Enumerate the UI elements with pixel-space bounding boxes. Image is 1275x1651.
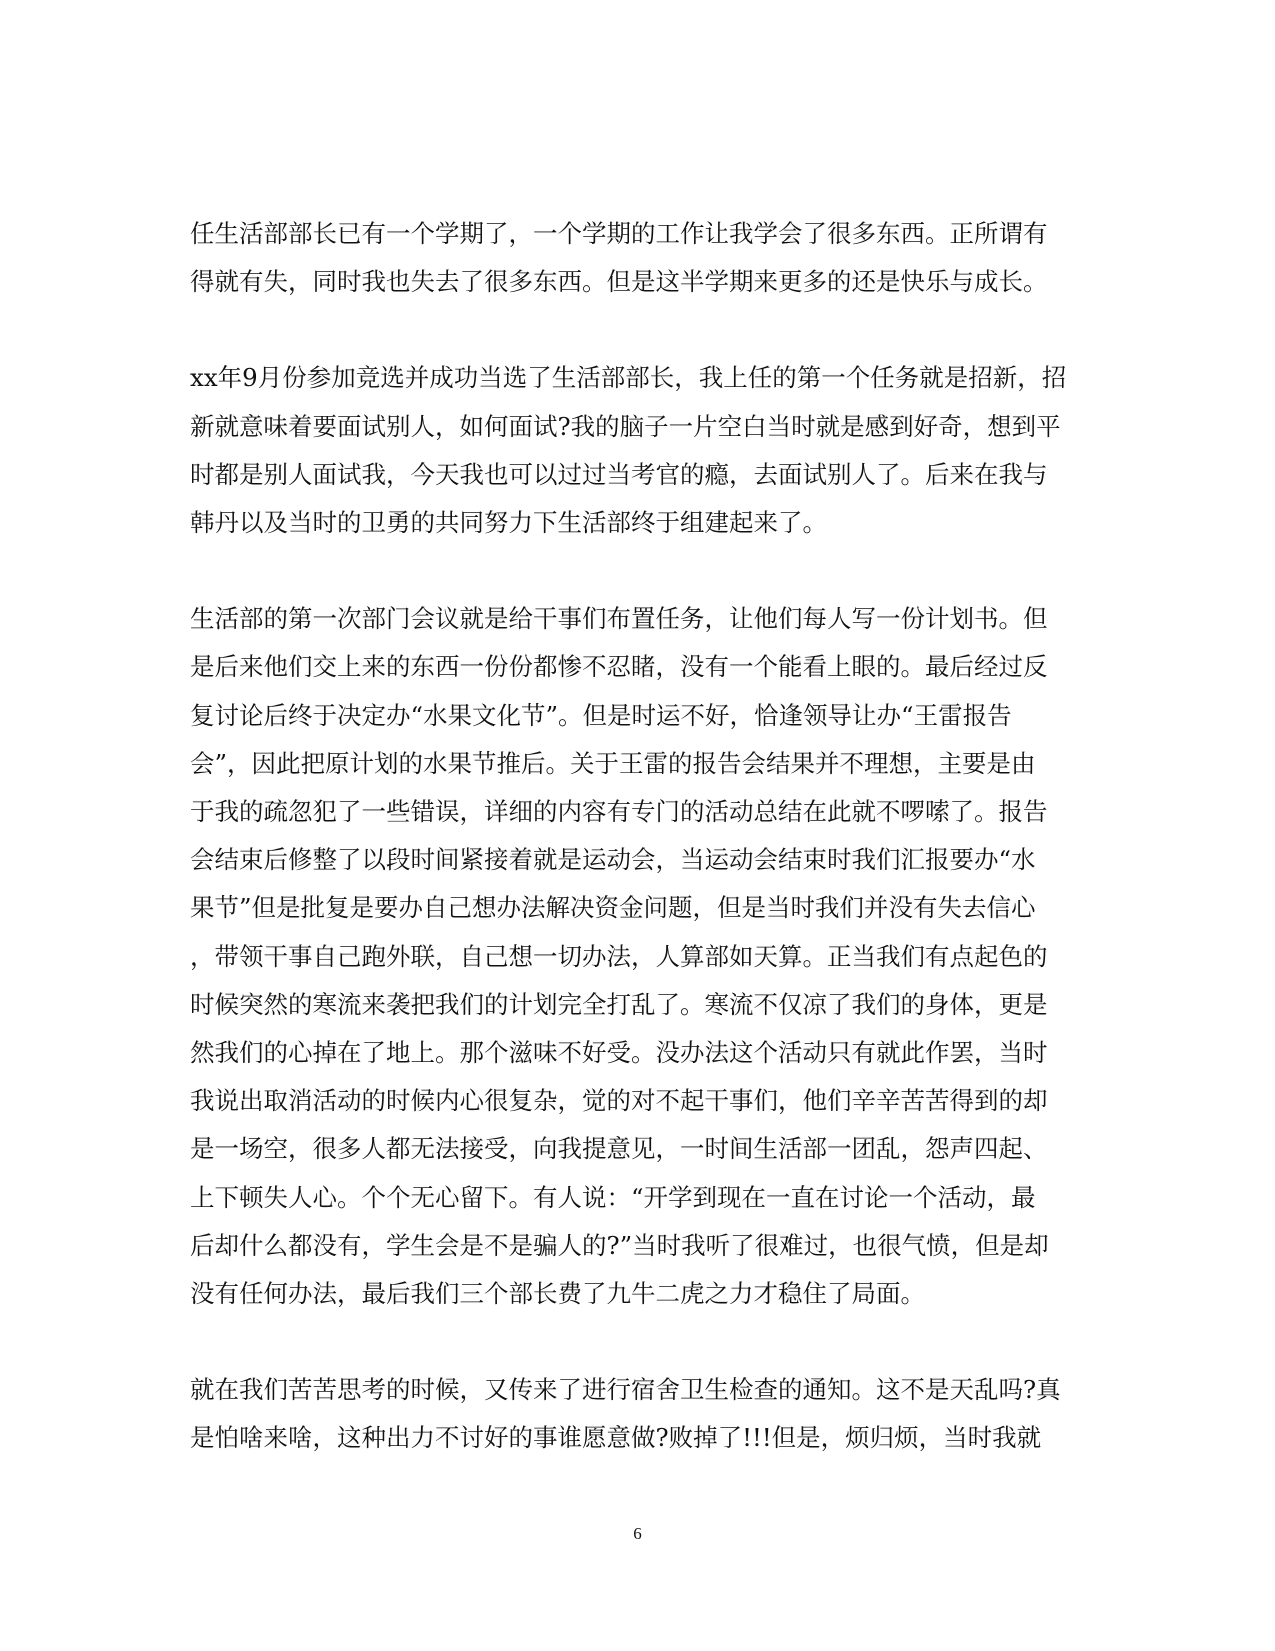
text-line: 就在我们苦苦思考的时候，又传来了进行宿舍卫生检查的通知。这不是天乱吗?真 xyxy=(190,1375,1061,1405)
page-number: 6 xyxy=(633,1524,642,1543)
text-line: 是后来他们交上来的东西一份份都惨不忍睹，没有一个能看上眼的。最后经过反 xyxy=(190,652,1048,682)
text-line: 是怕啥来啥，这种出力不讨好的事谁愿意做?败掉了!!!但是，烦归烦，当时我就 xyxy=(190,1423,1042,1453)
text-line: 会结束后修整了以段时间紧接着就是运动会，当运动会结束时我们汇报要办“水 xyxy=(190,845,1036,875)
text-line: 会”，因此把原计划的水果节推后。关于王雷的报告会结果并不理想，主要是由 xyxy=(190,748,1036,778)
text-line: 后却什么都没有，学生会是不是骗人的?”当时我听了很难过，也很气愤，但是却 xyxy=(190,1230,1049,1260)
text-line: 生活部的第一次部门会议就是给干事们布置任务，让他们每人写一份计划书。但 xyxy=(190,604,1048,634)
text-line: 于我的疏忽犯了一些错误，详细的内容有专门的活动总结在此就不啰嗦了。报告 xyxy=(190,797,1048,827)
text-line: xx年9月份参加竞选并成功当选了生活部部长，我上任的第一个任务就是招新，招 xyxy=(190,363,1067,393)
text-line: 是一场空，很多人都无法接受，向我提意见，一时间生活部一团乱，怨声四起、 xyxy=(190,1134,1048,1164)
text-line: 然我们的心掉在了地上。那个滋味不好受。没办法这个活动只有就此作罢，当时 xyxy=(190,1038,1048,1068)
text-line: 韩丹以及当时的卫勇的共同努力下生活部终于组建起来了。 xyxy=(190,508,827,538)
text-line: 我说出取消活动的时候内心很复杂，觉的对不起干事们，他们辛辛苦苦得到的却 xyxy=(190,1086,1048,1116)
text-line: 新就意味着要面试别人，如何面试?我的脑子一片空白当时就是感到好奇，想到平 xyxy=(190,411,1061,441)
paragraph-3 xyxy=(190,595,1085,1318)
document-body xyxy=(190,210,1085,1463)
text-line: 时候突然的寒流来袭把我们的计划完全打乱了。寒流不仅凉了我们的身体，更是 xyxy=(190,989,1048,1019)
text-line: 果节”但是批复是要办自己想办法解决资金问题，但是当时我们并没有失去信心 xyxy=(190,893,1036,923)
text-line: 时都是别人面试我，今天我也可以过过当考官的瘾，去面试别人了。后来在我与 xyxy=(190,459,1048,489)
text-line: 没有任何办法，最后我们三个部长费了九牛二虎之力才稳住了局面。 xyxy=(190,1279,925,1309)
paragraph-4 xyxy=(190,1366,1085,1462)
text-line: 得就有失，同时我也失去了很多东西。但是这半学期来更多的还是快乐与成长。 xyxy=(190,267,1048,297)
paragraph-1 xyxy=(190,210,1085,306)
text-line: 上下顿失人心。个个无心留下。有人说：“开学到现在一直在讨论一个活动，最 xyxy=(190,1182,1036,1212)
text-line: 任生活部部长已有一个学期了，一个学期的工作让我学会了很多东西。正所谓有 xyxy=(190,219,1048,248)
text-line: ，带领干事自己跑外联，自己想一切办法，人算部如天算。正当我们有点起色的 xyxy=(190,941,1048,971)
paragraph-2 xyxy=(190,354,1085,547)
text-line: 复讨论后终于决定办“水果文化节”。但是时运不好，恰逢领导让办“王雷报告 xyxy=(190,700,1012,730)
